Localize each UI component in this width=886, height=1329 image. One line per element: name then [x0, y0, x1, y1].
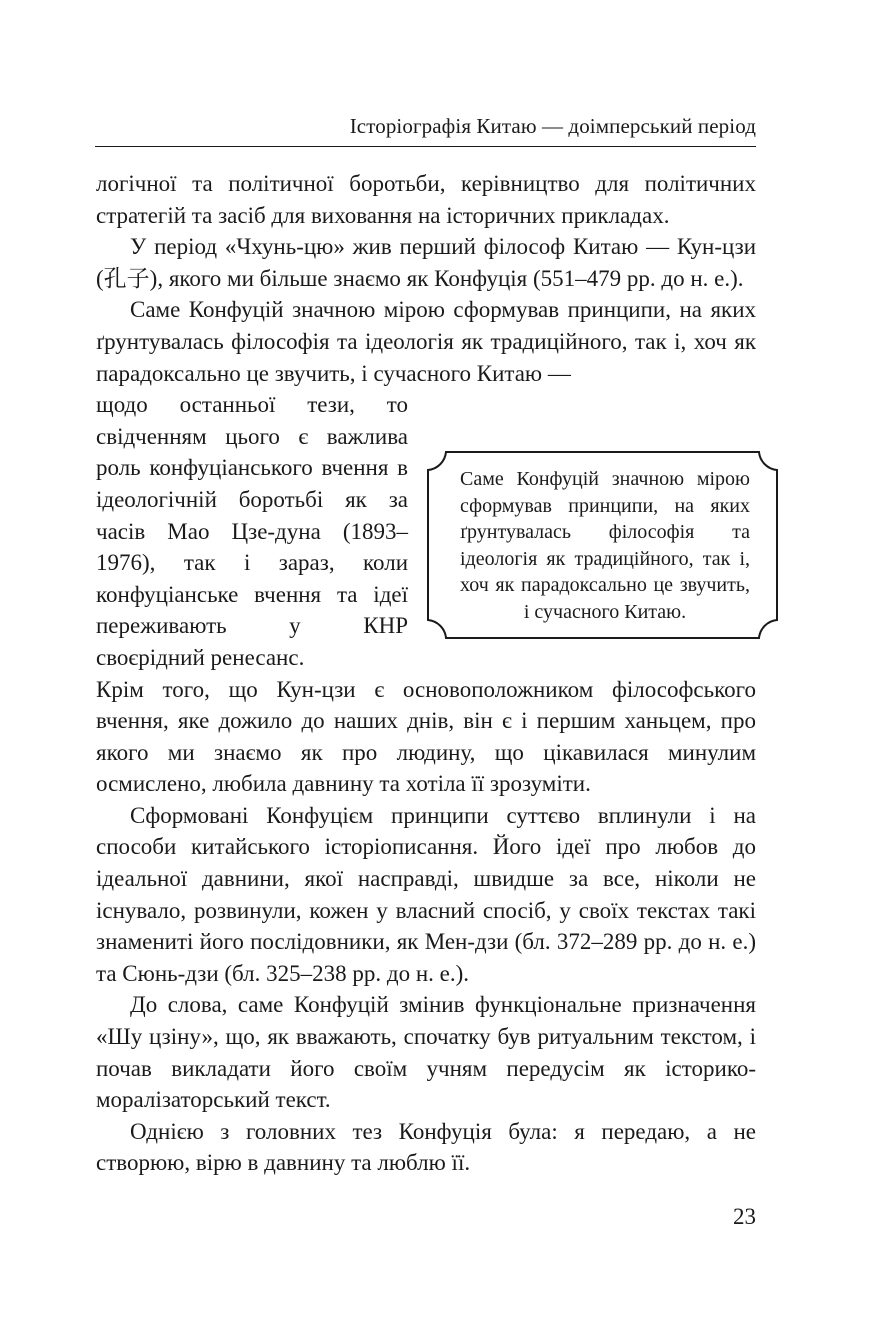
wrapped-column [96, 389, 408, 673]
body-text [96, 168, 756, 1179]
pull-quote-box [426, 450, 779, 640]
header-rule [95, 146, 756, 147]
paragraph: До слова, саме Конфуцій змінив функціональне призначення «Шу цзіну», що, як вважають, спочатку був ритуальним текстом, і почав викладати його своїм учням передусім як історико-моралізаторський текст. [96, 992, 756, 1113]
pull-quote-text: Саме Конфуцій значною мірою сформував принципи, на яких ґрунтувалась філософія та ідеологія як традиційного, так і, хоч як парадоксально це звучить, і сучасного Китаю. [460, 468, 750, 623]
page-number: 23 [733, 1204, 756, 1229]
paragraph: Крім того, що Кун-цзи є основоположником філософського вчення, яке дожило до наших днів, він є і першим ханьцем, про якого ми знаємо як про людину, що цікавилася минулим осмислено, любила давнину та хотіла її зрозуміти. [96, 676, 756, 797]
paragraph: щодо останньої тези, то свідченням цього є важлива роль конфуціанського вчення в ідеологічній боротьбі як за часів Мао Цзе-дуна (1893–1976), так і зараз, коли конфуціанське вчення та ідеї переживають у КНР своєрідний ренесанс. [96, 392, 408, 670]
paragraph: Сформовані Конфуцієм принципи суттєво вплинули і на способи китайського історіописання. Його ідеї про любов до ідеальної давнини, якої насправді, швидше за все, ніколи не існувало, розвинули, кожен у власний спосіб, у своїх текстах такі знамениті його послідовники, як Мен-дзи (бл. 372–289 рр. до н. е.) та Сюнь-дзи (бл. 325–238 рр. до н. е.). [96, 802, 756, 986]
paragraph: Саме Конфуцій значною мірою сформував принципи, на яких ґрунтувалась філософія та ідеологія як традиційного, так і, хоч як парадоксально це звучить, і сучасного Китаю — [96, 297, 756, 386]
running-head: Історіографія Китаю — доімперський період [349, 114, 756, 138]
paragraph: Однією з головних тез Конфуція була: я передаю, а не створюю, вірю в давнину та люблю її. [96, 1118, 756, 1176]
paragraph: логічної та політичної боротьби, керівництво для політичних стратегій та засіб для виховання на історичних прикладах. [96, 171, 756, 228]
paragraph: У період «Чхунь-цю» жив перший філософ Китаю — Кун-цзи (孔子), якого ми більше знаємо як Конфуція (551–479 рр. до н. е.). [96, 234, 756, 291]
